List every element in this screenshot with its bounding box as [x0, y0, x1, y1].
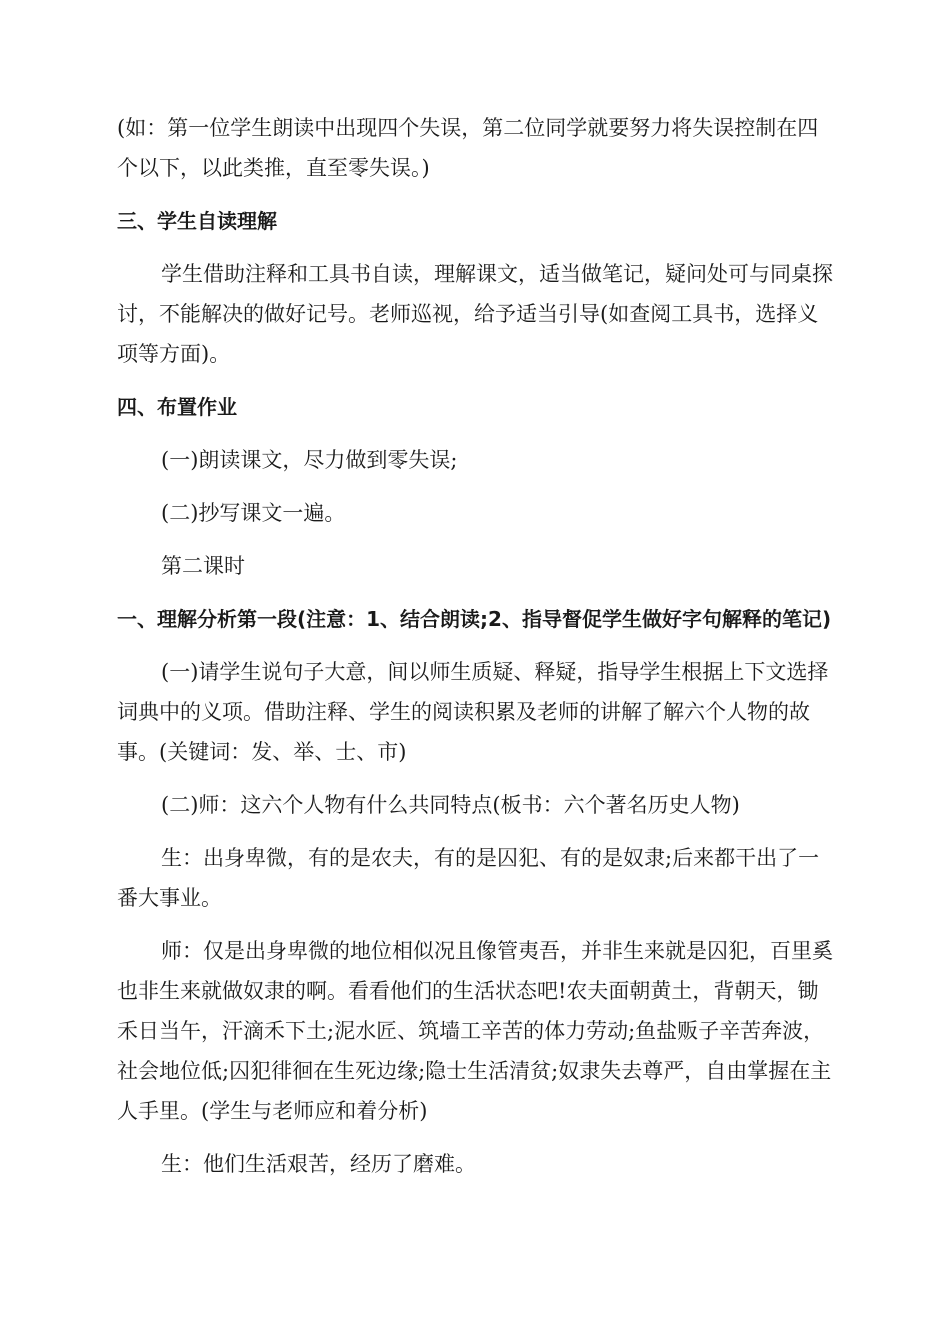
paragraph-student-answer-2: 生：他们生活艰苦，经历了磨难。 [161, 1152, 476, 1176]
paragraph-second-lesson: 第二课时 [161, 554, 245, 578]
paragraph-teacher-question: (二)师：这六个人物有什么共同特点(板书：六个著名历史人物) [161, 793, 740, 817]
paragraph-example-note: (如：第一位学生朗读中出现四个失误，第二位同学就要努力将失误控制在四个以下，以此类推，直至零失误。) [117, 116, 819, 180]
heading-section-1: 一、理解分析第一段(注意：1、结合朗读;2、指导督促学生做好字句解释的笔记) [117, 607, 832, 631]
document-page [117, 108, 837, 1197]
paragraph-self-reading: 学生借助注释和工具书自读，理解课文，适当做笔记，疑问处可与同桌探讨，不能解决的做好记号。老师巡视，给予适当引导(如查阅工具书，选择义项等方面)。 [117, 262, 833, 366]
paragraph-homework-1: (一)朗读课文，尽力做到零失误; [161, 448, 458, 472]
paragraph-teacher-analysis: 师：仅是出身卑微的地位相似况且像管夷吾，并非生来就是囚犯，百里奚也非生来就做奴隶的啊。看看他们的生活状态吧!农夫面朝黄土，背朝天，锄禾日当午，汗滴禾下土;泥水匠、筑墙工辛苦的体力劳动;鱼盐贩子辛苦奔波，社会地位低;囚犯徘徊在生死边缘;隐士生活清贫;奴隶失去尊严，自由掌握在主人手里。(学生与老师应和着分析) [117, 939, 833, 1123]
paragraph-homework-2: (二)抄写课文一遍。 [161, 501, 346, 525]
heading-section-4: 四、布置作业 [117, 395, 237, 419]
paragraph-sentence-meaning: (一)请学生说句子大意，间以师生质疑、释疑，指导学生根据上下文选择词典中的义项。借助注释、学生的阅读积累及老师的讲解了解六个人物的故事。(关键词：发、举、士、市) [117, 660, 829, 764]
paragraph-student-answer-1: 生：出身卑微，有的是农夫，有的是囚犯、有的是奴隶;后来都干出了一番大事业。 [117, 846, 820, 910]
heading-section-3: 三、学生自读理解 [117, 209, 277, 233]
